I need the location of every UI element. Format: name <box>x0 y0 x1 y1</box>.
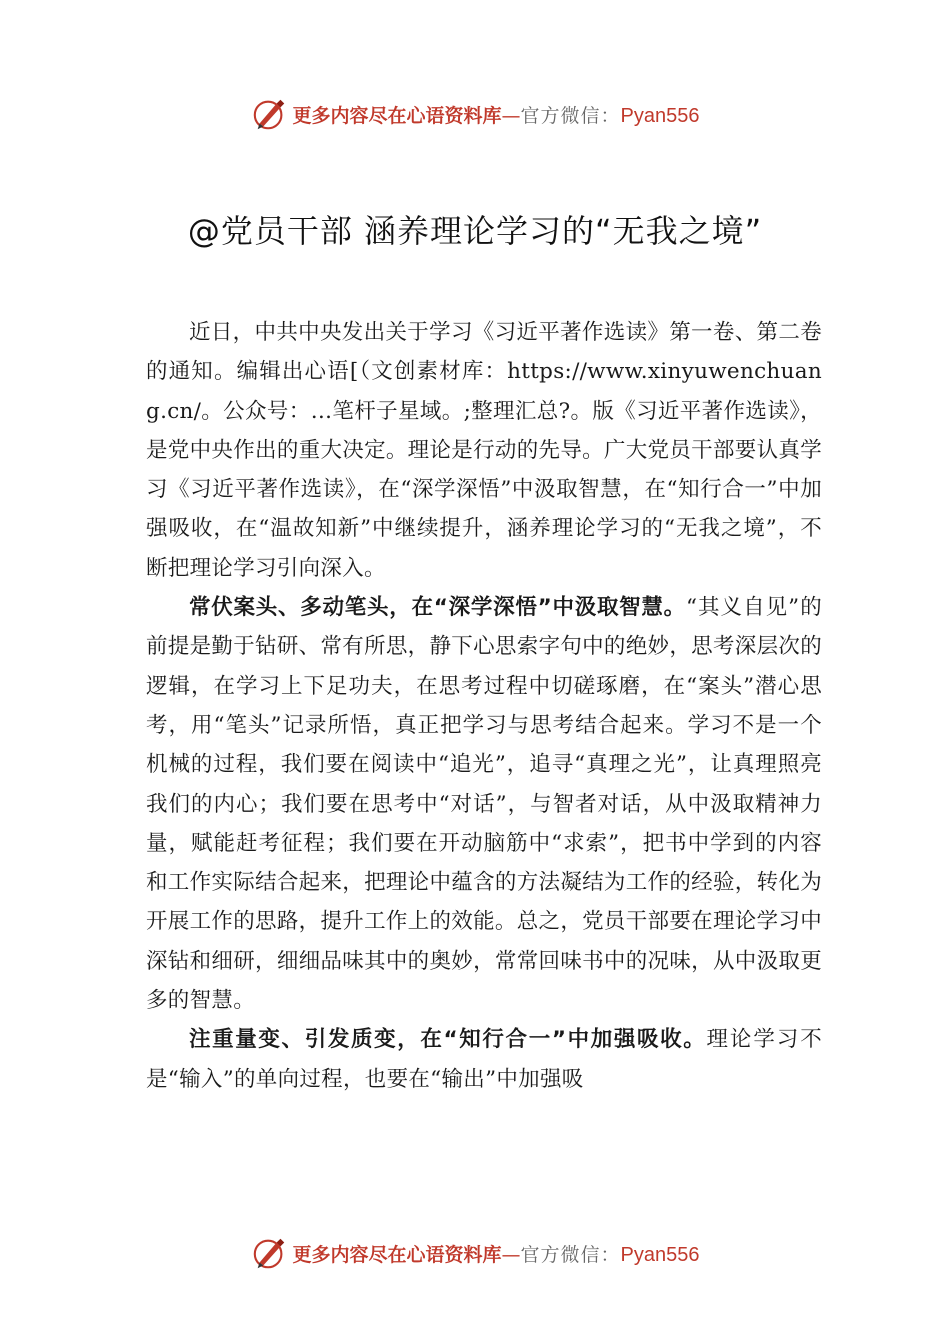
footer-wechat-label: 官方微信： <box>520 1243 621 1266</box>
header-brand-text: 更多内容尽在心语资料库 <box>292 104 502 127</box>
header-dash: — <box>501 104 521 127</box>
pen-logo-icon <box>251 1234 289 1272</box>
footer-banner <box>0 1233 950 1273</box>
paragraph-2-text: “其义自见”的前提是勤于钻研、常有所思，静下心思索字句中的绝妙，思考深层次的逻辑，在学习上下足功夫，在思考过程中切磋琢磨，在“案头”潜心思考，用“笔头”记录所悟，真正把学习与思考结合起来。学习不是一个机械的过程，我们要在阅读中“追光”，追寻“真理之光”，让真理照亮我们的内心；我们要在思考中“对话”，与智者对话，从中汲取精神力量，赋能赶考征程；我们要在开动脑筋中“求索”，把书中学到的内容和工作实际结合起来，把理论中蕴含的方法凝结为工作的经验，转化为开展工作的思路，提升工作上的效能。总之，党员干部要在理论学习中深钻和细研，细细品味其中的奥妙，常常回味书中的况味，从中汲取更多的智慧。 <box>146 595 822 1014</box>
paragraph-3-text: 理论学习不是“输入”的单向过程，也要在“输出”中加强吸 <box>146 1027 822 1092</box>
paragraph-1 <box>146 313 822 588</box>
footer-dash: — <box>501 1243 521 1266</box>
paragraph-3-lead: 注重量变、引发质变，在“知行合一”中加强吸收。 <box>189 1027 707 1053</box>
page-title: @党员干部 涵养理论学习的“无我之境” <box>187 212 763 250</box>
footer-brand-text: 更多内容尽在心语资料库 <box>292 1243 502 1266</box>
paragraph-3 <box>146 1020 822 1099</box>
article-body <box>146 313 822 1099</box>
header-wechat-label: 官方微信： <box>520 104 621 127</box>
paragraph-2 <box>146 588 822 1020</box>
paragraph-1-text: 近日，中共中央发出关于学习《习近平著作选读》第一卷、第二卷的通知。编辑出心语[（文创素材库：https://www.xinyuwenchuang.cn/。公众号：…笔杆子星域。;整理汇总?。版《习近平著作选读》，是党中央作出的重大决定。理论是行动的先导。广大党员干部要认真学习《习近平著作选读》，在“深学深悟”中汲取智慧，在“知行合一”中加强吸收，在“温故知新”中继续提升，涵养理论学习的“无我之境”，不断把理论学习引向深入。 <box>146 320 822 581</box>
pen-logo-icon <box>251 95 289 133</box>
header-banner <box>0 94 950 134</box>
footer-wechat-id: Pyan556 <box>620 1243 700 1266</box>
header-wechat-id: Pyan556 <box>620 104 700 127</box>
paragraph-2-lead: 常伏案头、多动笔头，在“深学深悟”中汲取智慧。 <box>189 595 686 621</box>
